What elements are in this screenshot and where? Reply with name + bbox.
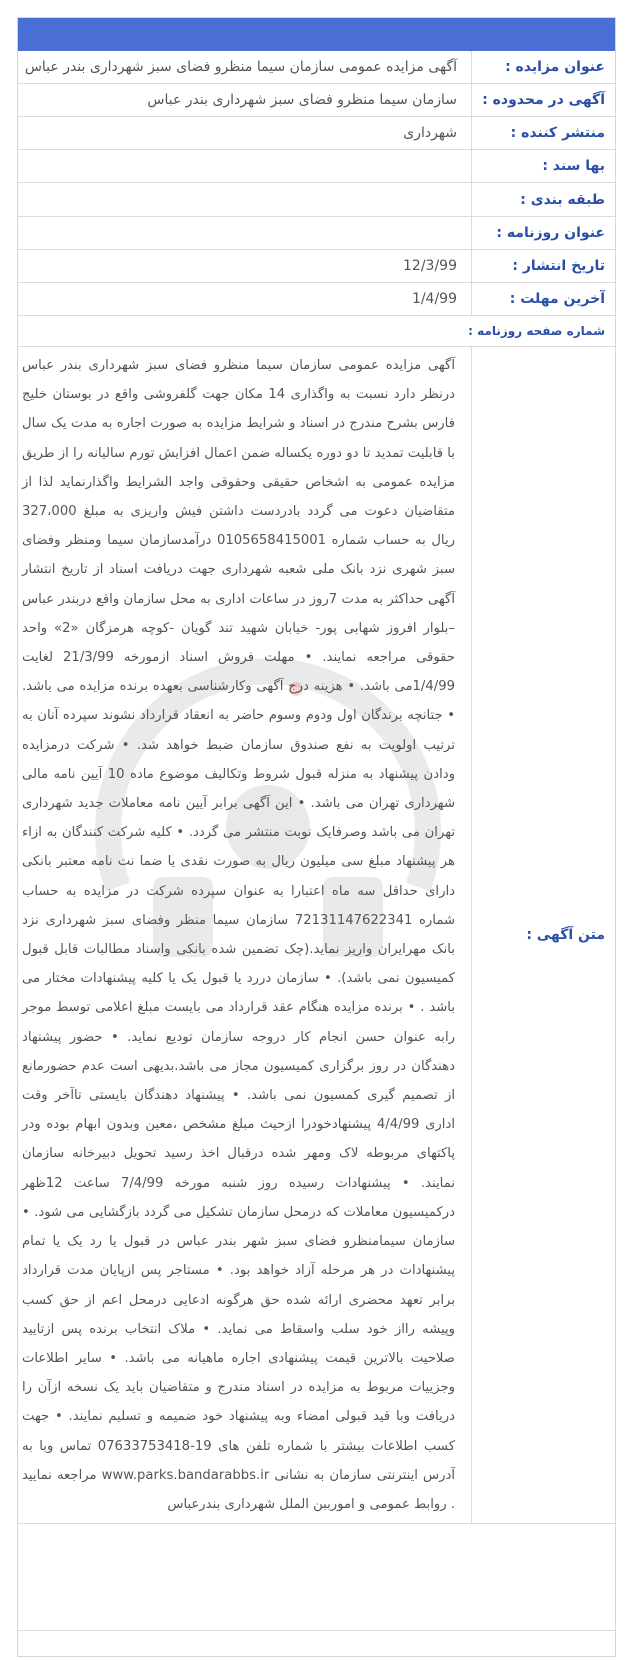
category-label: طبقه بندی : <box>472 183 616 217</box>
price-label: بها سند : <box>472 150 616 183</box>
row-publisher <box>18 117 615 150</box>
newspaper-value <box>18 217 472 250</box>
title-label: عنوان مزایده : <box>472 51 616 84</box>
header-bar <box>18 18 615 51</box>
row-body <box>18 347 615 1524</box>
publisher-value: شهرداری <box>18 117 472 150</box>
notice-body-text: آگهی مزایده عمومی سازمان سیما منظرو فضای سبز شهرداری بندر عباس درنظر دارد نسبت به واگذاری 14 مکان جهت گلفروشی واقع در بوستان خلیج فارس بشرح مندرج در اسناد و شرایط مزایده به صورت اجاره به مدت یک سال با قابلیت تمدید تا دو دوره یکساله ضمن اعمال افزایش تورم سالیانه را از طریق مزایده عمومی به اشخاص حقیقی وحقوقی واجد الشرایط واگذارنماید لذا از متقاضیان دعوت می گردد بادردست داشتن فیش واریزی به مبلغ 327،000 ریال به حساب شماره 0105658415001 درآمدسازمان سیما ومنظر وفضای سبز شهری نزد بانک ملی شعبه شهرداری جهت دریافت اسناد از تاریخ انتشار آگهی حداکثر به مدت 7روز در ساعات اداری به محل سازمان واقع دربندر عباس –بلوار افروز شهابی پور- خیابان شهید تند گویان -کوچه هرمزگان «2» واحد حقوقی مراجعه نمایند. • مهلت فروش اسناد ازمورخه 21/3/99 لغایت 1/4/99می باشد. • هزینه درج آگهی وکارشناسی بعهده برنده مزایده می باشد. • جتانچه برندگان اول ودوم وسوم حاضر به انعقاد قرارداد نشوند سپرده آنان به ترتیب اولویت به نفع صندوق سازمان ضبط خواهد شد. • شرکت درمزایده ودادن پیشنهاد به منزله قبول شروط وتکالیف موضوع ماده 10 آیین نامه مالی شهرداری تهران می باشد. • این آگهی برابر آیین نامه معاملات جدید شهرداری تهران می باشد وصرفایک نوبت منتشر می گردد. • کلیه شرکت کنندگان به ازاء هر پیشنهاد مبلغ سی میلیون ریال به صورت نقدی یا ضما نت نامه معتبر بانکی دارای حداقل سه ماه اعتبارا به عنوان سپرده شرکت در مزایده به حساب شماره 72131147622341 سازمان سیما منظر وفضای سبز شهرداری نزد بانک مهرایران واریز نماید.(چک تضمین شده بانکی واسناد مطالبات قابل قبول کمیسیون نمی باشد). • سازمان دررد یا قبول یک یا کلیه پیشنهادات مختار می باشد . • برنده مزایده هنگام عقد قرارداد می بایست مبلغ اعلامی توسط موجر رابه عنوان حسن انجام کار دروجه سازمان تودیع نماید. • حضور پیشنهاد دهندگان در روز برگزاری کمیسیون مجاز می باشد.بدیهی است عدم حضورمانع از تصمیم گیری کمسیون نمی باشد. • پیشنهاد دهندگان بایستی تاآخر وقت اداری 4/4/99 پیشنهادخودرا ازحیث مبلغ مشخص ،معین وبدون ابهام بوده ودر پاکتهای مربوطه لاک ومهر شده درقبال اخذ رسید تحویل دبیرخانه سازمان نمایند. • پیشنهادات رسیده روز شنبه مورخه 7/4/99 ساعت 12ظهر درکمیسیون معاملات که درمحل سازمان تشکیل می گردد بازگشایی می شود. • سازمان سیمامنظرو فضای سبز شهر بندر عباس در قبول یا رد یک یا تمام پیشنهادات در هر مرحله آزاد خواهد بود. • مستاجر پس ازپایان مدت قرارداد برابر تعهد محضری ارائه شده حق هرگونه ادعایی درمحل اعم از حق کسب وپیشه رااز خود سلب واسقاط می نماید. • ملاک انتخاب برنده پس ازتایید صلاحیت بالاترین قیمت پیشنهادی اجاره ماهیانه می باشد. • سایر اطلاعات وجزییات مربوط به مزایده در اسناد مندرج و متقاضیان باید یک نسخه ازآن را دریافت وبا قید قبولی امضاء وبه پیشنهاد خود ضمیمه و تسلیم نمایند. • جهت کسب اطلاعات بیشتر با شماره تلفن های 19-07633753418 تماس وبا به آدرس اینترنتی سازمان به نشانی www.parks.bandarabbs.ir مراجعه نمایید . روابط عمومی و امورببن الملل شهرداری بندرعباس <box>22 358 456 1512</box>
row-publish-date <box>18 250 615 283</box>
deadline-value: 1/4/99 <box>18 283 472 316</box>
title-value: آگهی مزایده عمومی سازمان سیما منظرو فضای سبز شهرداری بندر عباس <box>18 51 472 84</box>
row-deadline <box>18 283 615 316</box>
deadline-label: آخرین مهلت : <box>472 283 616 316</box>
newspaper-label: عنوان روزنامه : <box>472 217 616 250</box>
body-label: متن آگهی : <box>472 347 616 1524</box>
page-number-label: شماره صفحه روزنامه : <box>18 316 615 347</box>
publish-date-value: 12/3/99 <box>18 250 472 283</box>
notice-body <box>18 347 472 1524</box>
auction-info-table <box>18 51 615 1524</box>
row-price <box>18 150 615 183</box>
row-title <box>18 51 615 84</box>
row-area <box>18 84 615 117</box>
category-value <box>18 183 472 217</box>
row-category <box>18 183 615 217</box>
row-page-number <box>18 316 615 347</box>
area-value: سازمان سیما منظرو فضای سبز شهرداری بندر عباس <box>18 84 472 117</box>
publish-date-label: تاریخ انتشار : <box>472 250 616 283</box>
row-newspaper <box>18 217 615 250</box>
price-value <box>18 150 472 183</box>
bottom-divider <box>18 1630 615 1631</box>
publisher-label: منتشر کننده : <box>472 117 616 150</box>
area-label: آگهی در محدوده : <box>472 84 616 117</box>
